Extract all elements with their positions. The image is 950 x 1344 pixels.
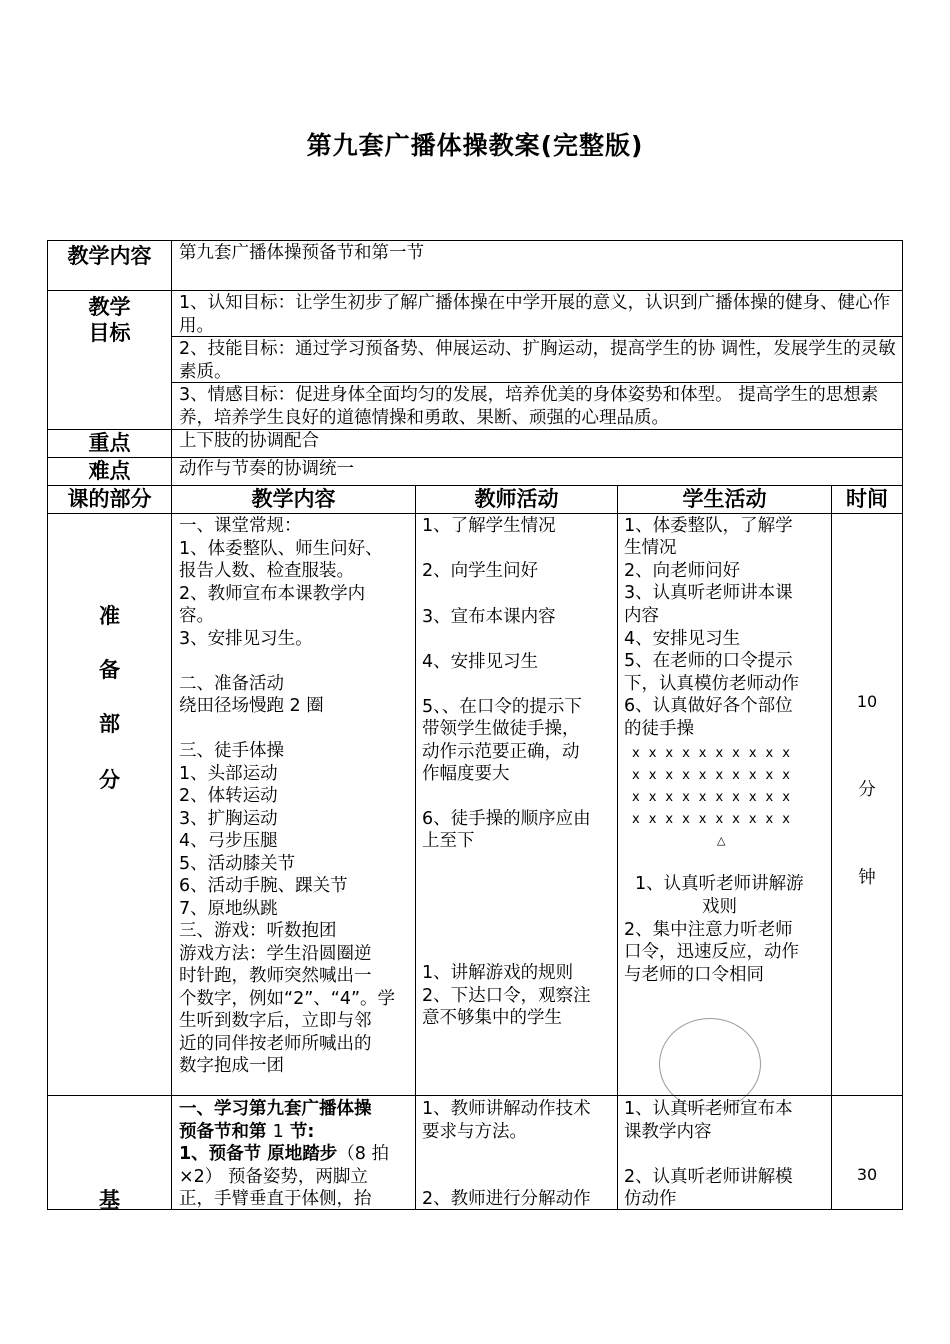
basic-content-line-part: 预备节和第	[179, 1122, 273, 1142]
prep-time-value: 10	[856, 692, 878, 711]
basic-content-line	[179, 1143, 389, 1166]
formation-row: xxxxxxxxxx	[632, 768, 799, 783]
prep-teacher-4: 4、安排见习生	[422, 652, 539, 672]
goal-1: 1、认知目标：让学生初步了解广播体操在中学开展的意义，认识到广播体操的健身、健心作用。	[179, 293, 891, 336]
basic-teacher-line: 要求与方法。	[422, 1122, 527, 1142]
basic-content-line-part: 1、预备节 原地踏步	[179, 1144, 338, 1164]
prep-student-line: 2、向老师问好	[624, 561, 741, 581]
goals-label-line-1: 教学	[88, 295, 131, 319]
prep-content-line: 2、体转运动	[179, 786, 278, 806]
basic-content-line: ×2） 预备姿势，两脚立	[179, 1167, 368, 1187]
prep-student-line: 内容	[624, 606, 659, 626]
prep-teacher-5-line: 动作示范要正确，动	[422, 742, 580, 762]
prep-teacher-5-line: 5、、在口令的提示下	[422, 697, 582, 717]
basic-teacher-line: 2、教师进行分解动作	[422, 1189, 591, 1209]
basic-student-line: 课教学内容	[624, 1122, 712, 1142]
basic-content-line-part: 节:	[283, 1122, 315, 1142]
prep-student-game-line: 2、集中注意力听老师	[624, 920, 793, 940]
header-student: 学生活动	[682, 487, 767, 511]
difficulty-label: 难点	[88, 459, 131, 483]
basic-content-line: 一、学习第九套广播体操	[179, 1099, 372, 1119]
basic-content-line-part: 1	[272, 1122, 284, 1142]
prep-content-line: 近的同伴按老师所喊出的	[179, 1033, 372, 1054]
basic-content-line-part: （8 拍	[337, 1144, 389, 1164]
prep-content-line: 生听到数字后，立即与邻	[179, 1011, 372, 1031]
prep-content-line: 4、弓步压腿	[179, 831, 278, 851]
prep-content-line: 数字抱成一团	[179, 1056, 284, 1076]
prep-teacher-2: 2、向学生问好	[422, 561, 539, 581]
prep-content-line: 1、体委整队、师生问好、	[179, 538, 383, 559]
prep-content-line: 3、安排见习生。	[179, 628, 313, 649]
page-title: 第九套广播体操教案(完整版)	[306, 131, 644, 160]
prep-student-game-line: 口令，迅速反应，动作	[624, 942, 799, 962]
basic-content-line	[179, 1121, 314, 1144]
formation-row: xxxxxxxxxx	[632, 790, 799, 805]
basic-time-value: 30	[856, 1165, 878, 1184]
basic-teacher-line: 1、教师讲解动作技术	[422, 1099, 591, 1119]
prep-section-char: 分	[99, 768, 120, 792]
prep-content-line: 2、教师宣布本课教学内	[179, 583, 366, 604]
prep-teacher-1: 1、了解学生情况	[422, 516, 556, 536]
prep-content-line: 6、活动手腕、踝关节	[179, 876, 348, 896]
prep-content-line: 5、活动膝关节	[179, 853, 296, 874]
key-label: 重点	[88, 431, 131, 455]
prep-content-list	[179, 515, 411, 1078]
prep-content-line: 7、原地纵跳	[179, 898, 278, 919]
prep-content-line	[179, 718, 411, 741]
prep-time-unit: 钟	[858, 868, 876, 888]
prep-content-line: 一、课堂常规：	[179, 516, 302, 536]
prep-student-line: 3、认真听老师讲本课	[624, 583, 793, 603]
prep-teacher-5-line: 作幅度要大	[422, 764, 510, 784]
prep-student-game-line: 戏则	[702, 897, 737, 917]
prep-content-line: 绕田径场慢跑 2 圈	[179, 696, 324, 716]
prep-section-char: 备	[99, 658, 120, 682]
header-teacher: 教师活动	[474, 487, 559, 511]
prep-teacher-game-line: 1、讲解游戏的规则	[422, 963, 574, 983]
prep-student-line: 1、体委整队，了解学	[624, 516, 793, 536]
prep-student-line: 生情况	[624, 538, 677, 558]
prep-student-line: 4、安排见习生	[624, 629, 741, 649]
prep-content-line: 1、头部运动	[179, 763, 278, 784]
goal-3: 3、情感目标：促进身体全面均匀的发展，培养优美的身体姿势和体型。 提高学生的思想素养，培养学生良好的道德情操和勇敢、果断、顽强的心理品质。	[179, 385, 879, 428]
prep-content-line: 报告人数、检查服装。	[179, 561, 354, 581]
prep-teacher-6-line: 上至下	[422, 831, 475, 851]
basic-student-line: 2、认真听老师讲解模	[624, 1167, 793, 1187]
cell-basic-time	[831, 1095, 903, 1210]
basic-section-char: 基	[99, 1188, 120, 1212]
difficulty-value: 动作与节奏的协调统一	[179, 459, 354, 479]
prep-content-line: 二、准备活动	[179, 673, 284, 694]
formation-row: xxxxxxxxxx	[632, 812, 799, 827]
prep-section-char: 准	[99, 604, 120, 628]
prep-content-line: 个数字，例如“2”、“4”。学	[179, 988, 396, 1009]
prep-student-game-line: 与老师的口令相同	[624, 965, 764, 985]
prep-content-line	[179, 650, 411, 673]
content-label: 教学内容	[67, 244, 152, 268]
header-part: 课的部分	[67, 487, 152, 511]
prep-content-line: 3、扩胸运动	[179, 808, 278, 829]
prep-student-game-line: 1、认真听老师讲解游	[635, 874, 804, 894]
teacher-position-triangle-icon: △	[717, 834, 726, 847]
prep-teacher-game-line: 2、下达口令，观察注	[422, 986, 591, 1006]
header-time: 时间	[846, 487, 888, 511]
goal-2: 2、技能目标：通过学习预备势、伸展运动、扩胸运动，提高学生的协 调性，发展学生的灵敏素质。	[179, 339, 896, 382]
prep-content-line: 时针跑，教师突然喊出一	[179, 966, 372, 986]
content-value: 第九套广播体操预备节和第一节	[179, 243, 424, 263]
prep-content-line: 三、游戏：听数抱团	[179, 921, 337, 941]
key-value: 上下肢的协调配合	[179, 431, 319, 451]
lesson-plan-table	[47, 240, 903, 1210]
basic-content-line: 正，手臂垂直于体侧，抬	[179, 1189, 372, 1209]
prep-content-line: 三、徒手体操	[179, 741, 284, 761]
goals-label-line-2: 目标	[88, 321, 131, 345]
prep-content-line: 容。	[179, 606, 214, 626]
prep-student-line: 6、认真做好各个部位	[624, 696, 793, 716]
prep-student-line: 下，认真模仿老师动作	[624, 674, 799, 694]
prep-teacher-game-line: 意不够集中的学生	[422, 1008, 562, 1028]
basic-student-line: 仿动作	[624, 1189, 677, 1209]
prep-teacher-3: 3、宣布本课内容	[422, 607, 556, 627]
prep-student-line: 5、在老师的口令提示	[624, 651, 793, 671]
prep-student-line: 的徒手操	[624, 719, 694, 739]
cell-prep-time	[831, 513, 903, 1096]
prep-section-char: 部	[99, 712, 120, 736]
prep-time-unit: 分	[858, 780, 876, 800]
formation-row: xxxxxxxxxx	[632, 746, 799, 761]
prep-teacher-5-line: 带领学生做徒手操，	[422, 719, 580, 739]
header-content: 教学内容	[251, 487, 336, 511]
basic-student-line: 1、认真听老师宣布本	[624, 1099, 793, 1119]
prep-teacher-6-line: 6、徒手操的顺序应由	[422, 809, 591, 829]
prep-content-line: 游戏方法：学生沿圆圈逆	[179, 943, 372, 964]
